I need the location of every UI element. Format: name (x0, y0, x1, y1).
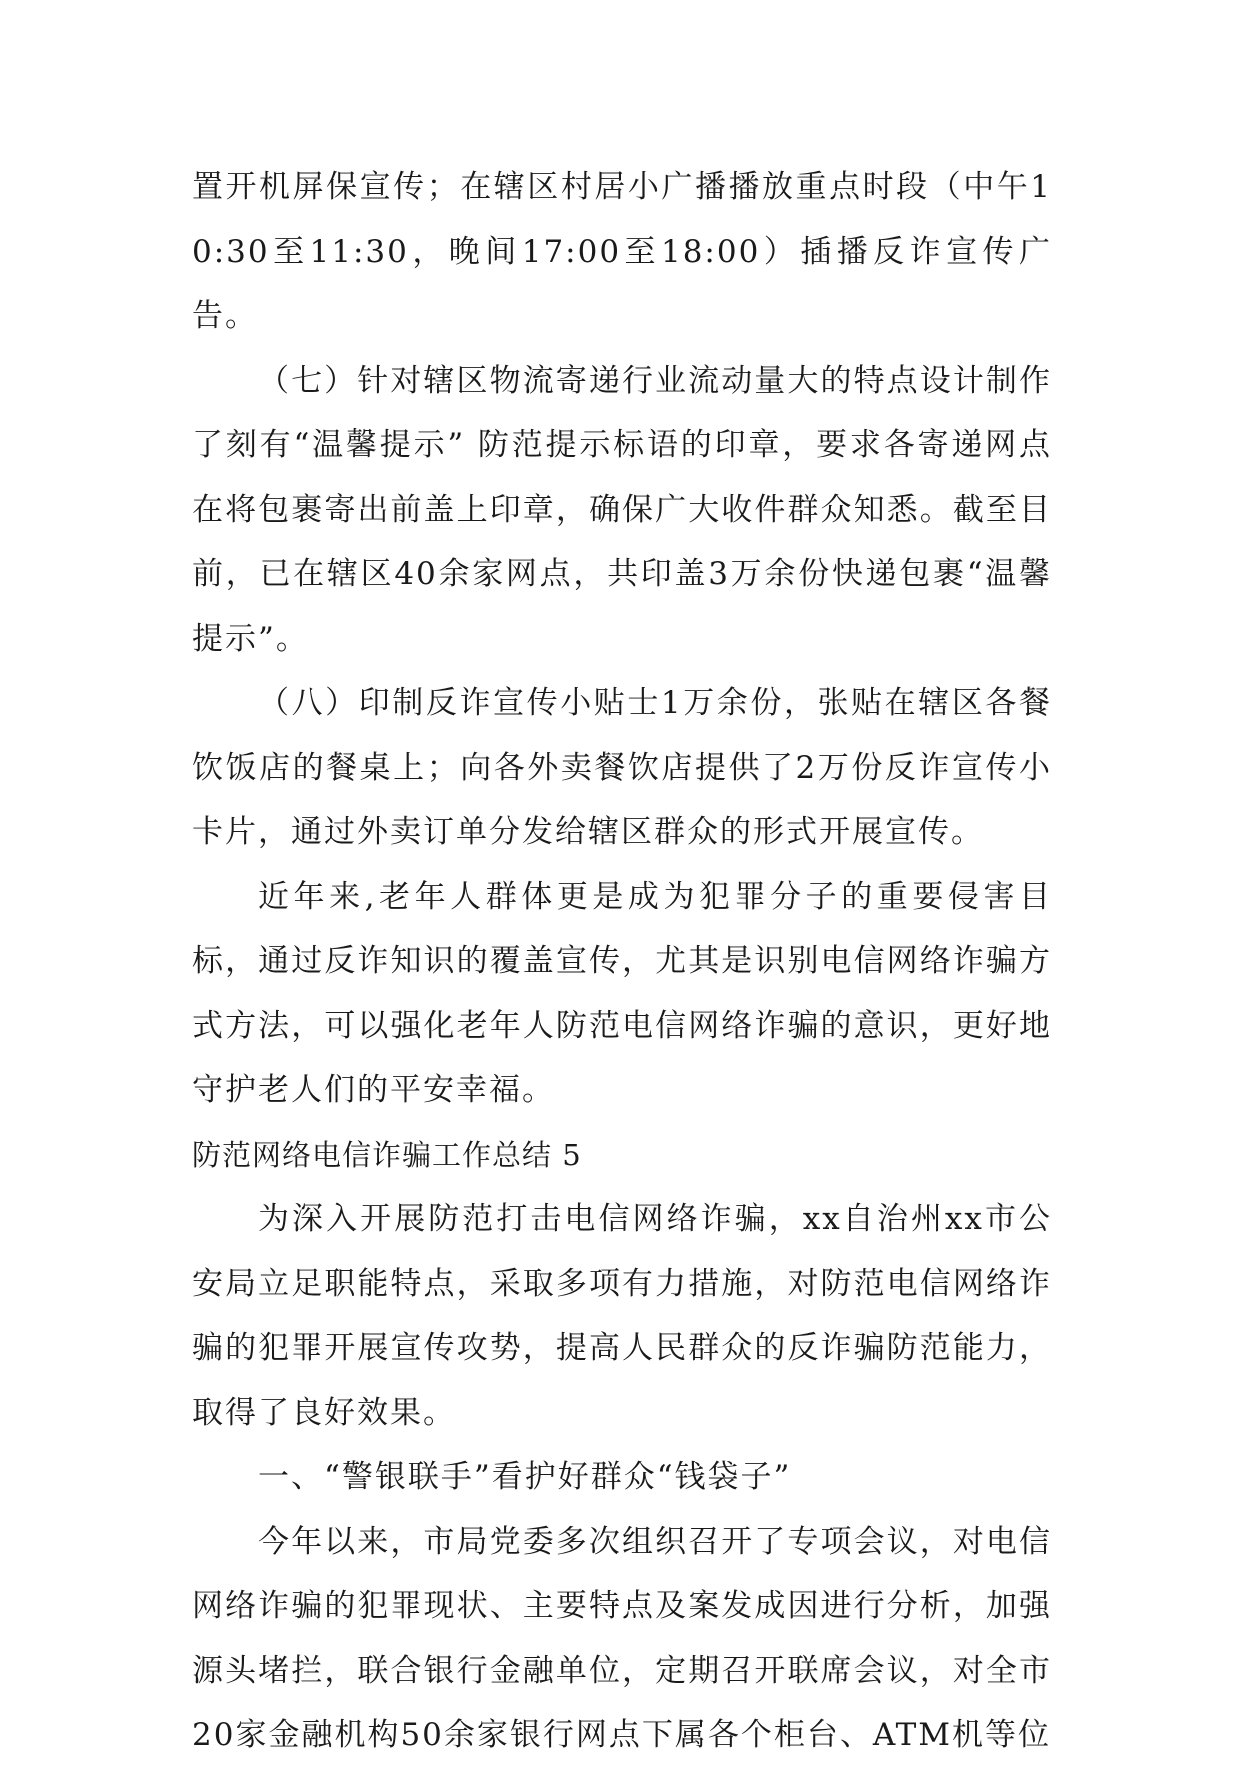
section-title: 防范网络电信诈骗工作总结 5 (192, 1137, 582, 1172)
paragraph-continuation: 置开机屏保宣传；在辖区村居小广播播放重点时段（中午10:30至11:30，晚间17:00至18:00）插播反诈宣传广告。 (192, 169, 1052, 334)
paragraph-item-seven: （七）针对辖区物流寄递行业流动量大的特点设计制作了刻有“温馨提示” 防范提示标语的印章，要求各寄递网点在将包裹寄出前盖上印章，确保广大收件群众知悉。截至目前，已在辖区40余家网点，共印盖3万余份快递包裹“温馨提示”。 (192, 362, 1052, 657)
paragraph-bank-cooperation: 今年以来，市局党委多次组织召开了专项会议，对电信网络诈骗的犯罪现状、主要特点及案发成因进行分析，加强源头堵拦，联合银行金融单位，定期召开联席会议，对全市20家金融机构50余家银行网点下属各个柜台、ATM机等位 (192, 1523, 1052, 1753)
paragraph-elderly-protection: 近年来,老年人群体更是成为犯罪分子的重要侵害目标，通过反诈知识的覆盖宣传，尤其是识别电信网络诈骗方式方法，可以强化老年人防范电信网络诈骗的意识，更好地守护老人们的平安幸福。 (192, 878, 1052, 1108)
subsection-heading: 一、“警银联手”看护好群众“钱袋子” (258, 1459, 792, 1495)
document-body (192, 155, 1052, 1768)
paragraph-intro: 为深入开展防范打击电信网络诈骗，xx自治州xx市公安局立足职能特点，采取多项有力措施，对防范电信网络诈骗的犯罪开展宣传攻势，提高人民群众的反诈骗防范能力，取得了良好效果。 (192, 1201, 1052, 1431)
paragraph-item-eight: （八）印制反诈宣传小贴士1万余份，张贴在辖区各餐饮饭店的餐桌上；向各外卖餐饮店提供了2万份反诈宣传小卡片，通过外卖订单分发给辖区群众的形式开展宣传。 (192, 685, 1052, 850)
